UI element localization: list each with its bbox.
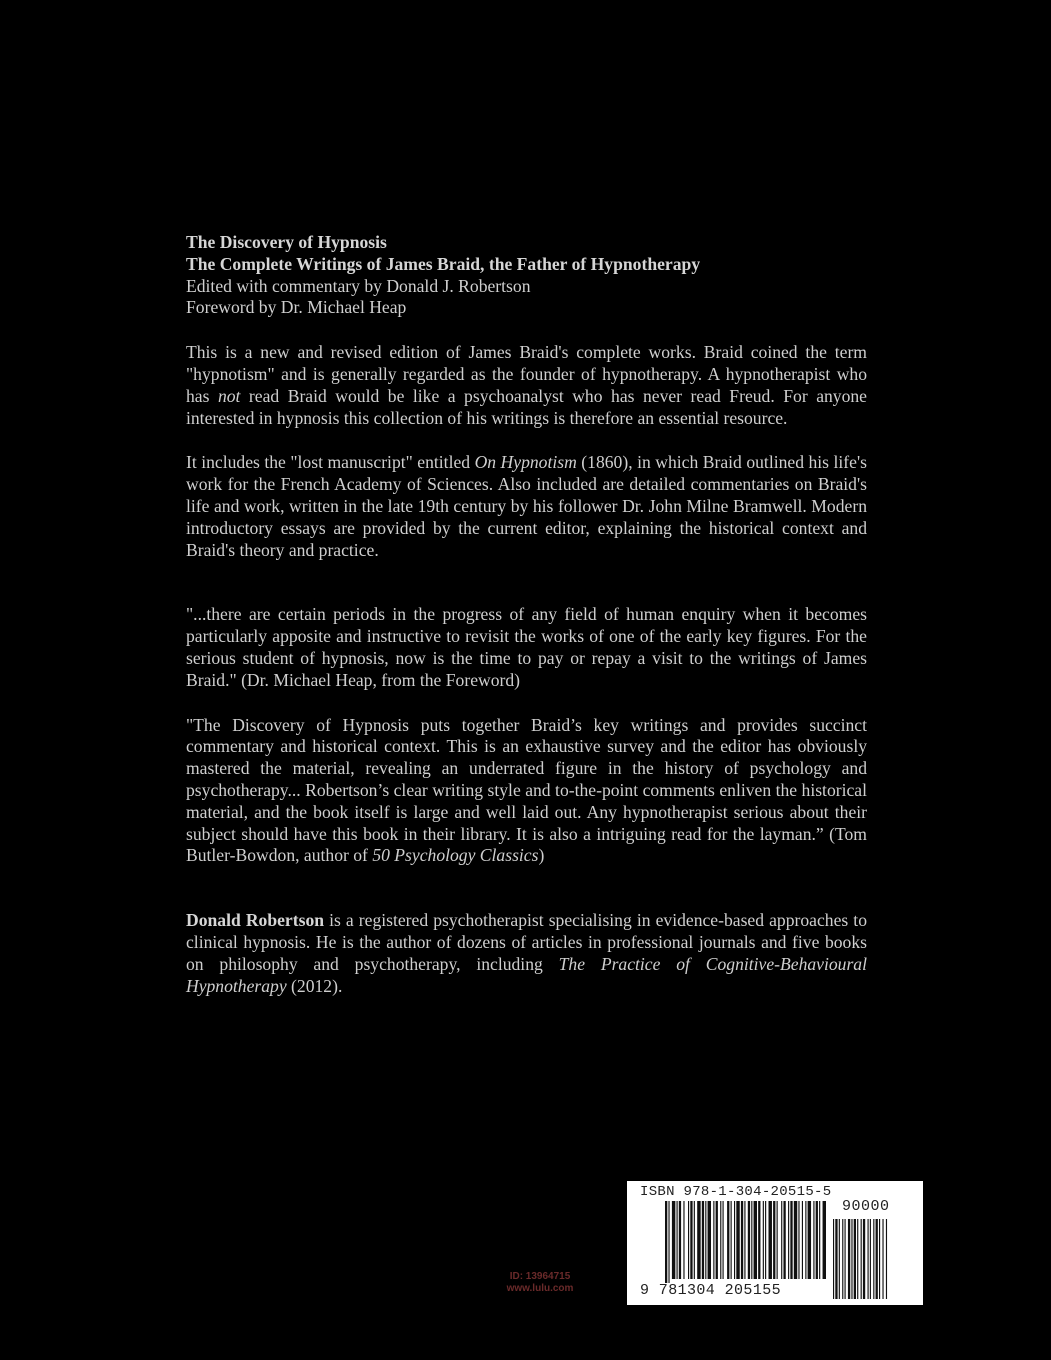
barcode-bar: [781, 1201, 782, 1279]
author-book-title: The Practice of Cognitive-Behavioural Hypnotherapy: [186, 953, 867, 996]
quote-heap: "...there are certain periods in the progress of any field of human enquiry when it becomes particularly apposite and instructive to revisit the works of one of the early key figures. For the serious student of hypnosis, now is the time to pay or repay a visit to the writings of James Braid." (Dr. Michael Heap, from the Foreword): [186, 604, 867, 690]
publisher-url: www.lulu.com: [506, 1283, 574, 1294]
barcode-addon-bar: [886, 1219, 887, 1299]
barcode-bar: [754, 1201, 757, 1279]
barcode-bar: [677, 1201, 678, 1279]
barcode-bar: [741, 1201, 743, 1279]
barcode-bar: [683, 1201, 684, 1279]
barcode-bar: [758, 1201, 760, 1279]
barcode-addon-bar: [863, 1219, 865, 1299]
barcode-bar: [672, 1201, 675, 1279]
barcode-bar: [705, 1201, 706, 1279]
barcode-addon-bar: [854, 1219, 856, 1299]
description-paragraph-1: This is a new and revised edition of James Braid's complete works. Braid coined the term "hypnotism" and is generally regarded as the founder of hypnotherapy. A hypnotherapist who has not read Braid would be like a psychoanalyst who has never read Freud. For anyone interested in hypnosis this collection of his writings is therefore an essential resource.: [186, 342, 867, 428]
barcode-bar: [751, 1201, 752, 1279]
book-subtitle: The Complete Writings of James Braid, the Father of Hypnotherapy: [186, 253, 701, 274]
barcode-bar: [713, 1201, 714, 1279]
author-bio: Donald Robertson is a registered psychotherapist specialising in evidence-based approaches to clinical hypnosis. He is the author of dozens of articles in professional journals and five books on philosophy and psychotherapy, including The Practice of Cognitive-Behavioural Hypnotherapy (2012).: [186, 910, 867, 996]
barcode-addon-bar: [839, 1219, 840, 1299]
barcode-bar: [694, 1201, 695, 1279]
barcode-bar: [723, 1201, 724, 1279]
barcode-bar: [716, 1201, 718, 1279]
barcode-bar: [808, 1201, 811, 1279]
barcode-bar: [727, 1201, 729, 1279]
quote-butler-bowdon: "The Discovery of Hypnosis puts together Braid’s key writings and provides succinct commentary and historical context. This is an exhaustive survey and the editor has obviously mastered the material, revealing an underrated figure in the history of psychology and psychotherapy... Robertson’s clear writing style and to-the-point comments enliven the historical material, and the book itself is large and well laid out. Any hypnotherapist serious about their subject should have this book in their library. It is also a intriguing read for the layman.” (Tom Butler-Bowdon, author of 50 Psychology Classics): [186, 714, 867, 866]
barcode-bar: [708, 1201, 711, 1279]
barcode-bar: [788, 1201, 789, 1279]
barcode-bar: [783, 1201, 785, 1279]
barcode-bar: [819, 1201, 820, 1279]
barcode-bar: [773, 1201, 775, 1279]
barcode-bar: [688, 1201, 689, 1279]
barcode-bar: [690, 1201, 692, 1279]
barcode-bar: [665, 1201, 667, 1283]
barcode-bar: [734, 1201, 735, 1279]
description-paragraph-2: It includes the "lost manuscript" entitled On Hypnotism (1860), in which Braid outlined his life's work for the French Academy of Sciences. Also included are detailed commentaries on Braid's life and work, written in the late 19th century by his follower Dr. John Milne Bramwell. Modern introductory essays are provided by the current editor, explaining the historical context and Braid's theory and practice.: [186, 452, 867, 560]
book-title: The Discovery of Hypnosis: [186, 232, 387, 252]
barcode-bar: [769, 1201, 772, 1279]
barcode-addon-bar: [857, 1219, 858, 1299]
barcode-bar: [777, 1201, 778, 1279]
barcode-bar: [763, 1201, 764, 1279]
publisher-mark: [497, 1271, 583, 1295]
barcode-bar: [720, 1201, 721, 1279]
barcode-addon-bar: [848, 1219, 850, 1299]
barcode-bar: [823, 1201, 826, 1279]
barcode-bar: [731, 1201, 732, 1279]
barcode-bar: [794, 1201, 797, 1279]
manuscript-title: On Hypnotism: [474, 452, 577, 473]
barcode-bar: [697, 1201, 700, 1279]
isbn-barcode: [627, 1181, 923, 1305]
barcode-bar: [802, 1201, 803, 1279]
barcode-bar: [679, 1201, 681, 1279]
emphasis-not: not: [217, 385, 241, 406]
price-code: 90000: [842, 1198, 890, 1215]
barcode-addon-bar: [842, 1219, 843, 1299]
ean-digits: 9 781304 205155: [640, 1282, 782, 1299]
barcode-addon-bar: [833, 1219, 834, 1299]
barcode-bar: [798, 1201, 799, 1279]
barcode-bar: [765, 1201, 766, 1279]
back-cover-text: [186, 232, 867, 997]
barcode-addon-bar: [835, 1219, 837, 1299]
editor-line: Edited with commentary by Donald J. Robertson: [186, 275, 531, 296]
barcode-addon-bar: [876, 1219, 878, 1299]
barcode-addon-bar: [882, 1219, 883, 1299]
barcode-bar: [668, 1201, 669, 1283]
barcode-addon-bar: [873, 1219, 874, 1299]
barcode-bar: [702, 1201, 704, 1279]
barcode-bar: [744, 1201, 745, 1279]
publisher-id: ID: 13964715: [509, 1271, 571, 1282]
barcode-bar: [805, 1201, 806, 1279]
barcode-addon-bar: [851, 1219, 852, 1299]
author-name: Donald Robertson: [186, 910, 325, 931]
barcode-addon-bar: [845, 1219, 846, 1299]
barcode-addon-bar: [861, 1219, 862, 1299]
barcode-bar: [816, 1201, 818, 1279]
barcode-bar: [736, 1201, 739, 1279]
isbn-label: ISBN 978-1-304-20515-5: [640, 1184, 832, 1200]
barcode-addon-bar: [870, 1219, 871, 1299]
barcode-bar: [790, 1201, 792, 1279]
barcode-bar: [748, 1201, 750, 1279]
barcode-addon-bar: [868, 1219, 869, 1299]
foreword-line: Foreword by Dr. Michael Heap: [186, 297, 407, 318]
barcode-bar: [813, 1201, 814, 1279]
cited-book-title: 50 Psychology Classics: [372, 845, 539, 866]
barcode-addon-bar: [879, 1219, 880, 1299]
